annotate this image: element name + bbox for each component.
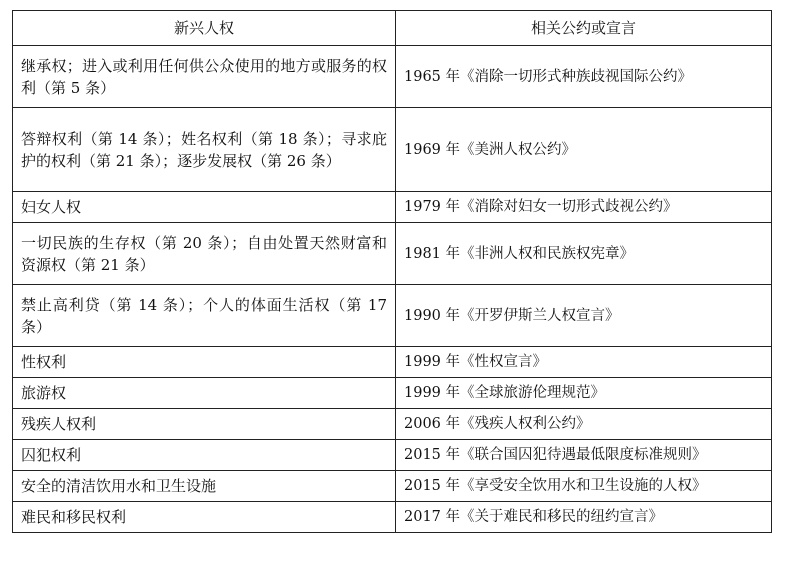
- header-related-treaty: 相关公约或宣言: [396, 11, 772, 46]
- table-row: [13, 378, 772, 409]
- table-row: [13, 471, 772, 502]
- rights-cell: 性权利: [13, 347, 396, 378]
- rights-cell: 妇女人权: [13, 192, 396, 223]
- table-row: [13, 223, 772, 285]
- table-row: [13, 46, 772, 108]
- table-row: [13, 440, 772, 471]
- table-row: [13, 192, 772, 223]
- table-row: [13, 409, 772, 440]
- treaty-cell: 2015 年《享受安全饮用水和卫生设施的人权》: [396, 471, 772, 502]
- treaty-cell: 1979 年《消除对妇女一切形式歧视公约》: [396, 192, 772, 223]
- table-row: [13, 285, 772, 347]
- rights-table-container: [12, 10, 772, 533]
- rights-cell: 安全的清洁饮用水和卫生设施: [13, 471, 396, 502]
- rights-cell: 答辩权利（第 14 条）；姓名权利（第 18 条）；寻求庇护的权利（第 21 条）；逐步发展权（第 26 条）: [13, 108, 396, 192]
- treaty-cell: 1999 年《性权宣言》: [396, 347, 772, 378]
- emerging-rights-table: [12, 10, 772, 533]
- rights-cell: 禁止高利贷（第 14 条）；个人的体面生活权（第 17 条）: [13, 285, 396, 347]
- header-emerging-rights: 新兴人权: [13, 11, 396, 46]
- rights-cell: 囚犯权利: [13, 440, 396, 471]
- table-row: [13, 502, 772, 533]
- treaty-cell: 1981 年《非洲人权和民族权宪章》: [396, 223, 772, 285]
- treaty-cell: 2006 年《残疾人权利公约》: [396, 409, 772, 440]
- table-header-row: [13, 11, 772, 46]
- treaty-cell: 1965 年《消除一切形式种族歧视国际公约》: [396, 46, 772, 108]
- rights-cell: 一切民族的生存权（第 20 条）；自由处置天然财富和资源权（第 21 条）: [13, 223, 396, 285]
- treaty-cell: 1969 年《美洲人权公约》: [396, 108, 772, 192]
- treaty-cell: 2015 年《联合国囚犯待遇最低限度标准规则》: [396, 440, 772, 471]
- treaty-cell: 1999 年《全球旅游伦理规范》: [396, 378, 772, 409]
- table-row: [13, 108, 772, 192]
- treaty-cell: 1990 年《开罗伊斯兰人权宣言》: [396, 285, 772, 347]
- treaty-cell: 2017 年《关于难民和移民的纽约宣言》: [396, 502, 772, 533]
- rights-cell: 难民和移民权利: [13, 502, 396, 533]
- rights-cell: 残疾人权利: [13, 409, 396, 440]
- rights-cell: 继承权；进入或利用任何供公众使用的地方或服务的权利（第 5 条）: [13, 46, 396, 108]
- table-row: [13, 347, 772, 378]
- rights-cell: 旅游权: [13, 378, 396, 409]
